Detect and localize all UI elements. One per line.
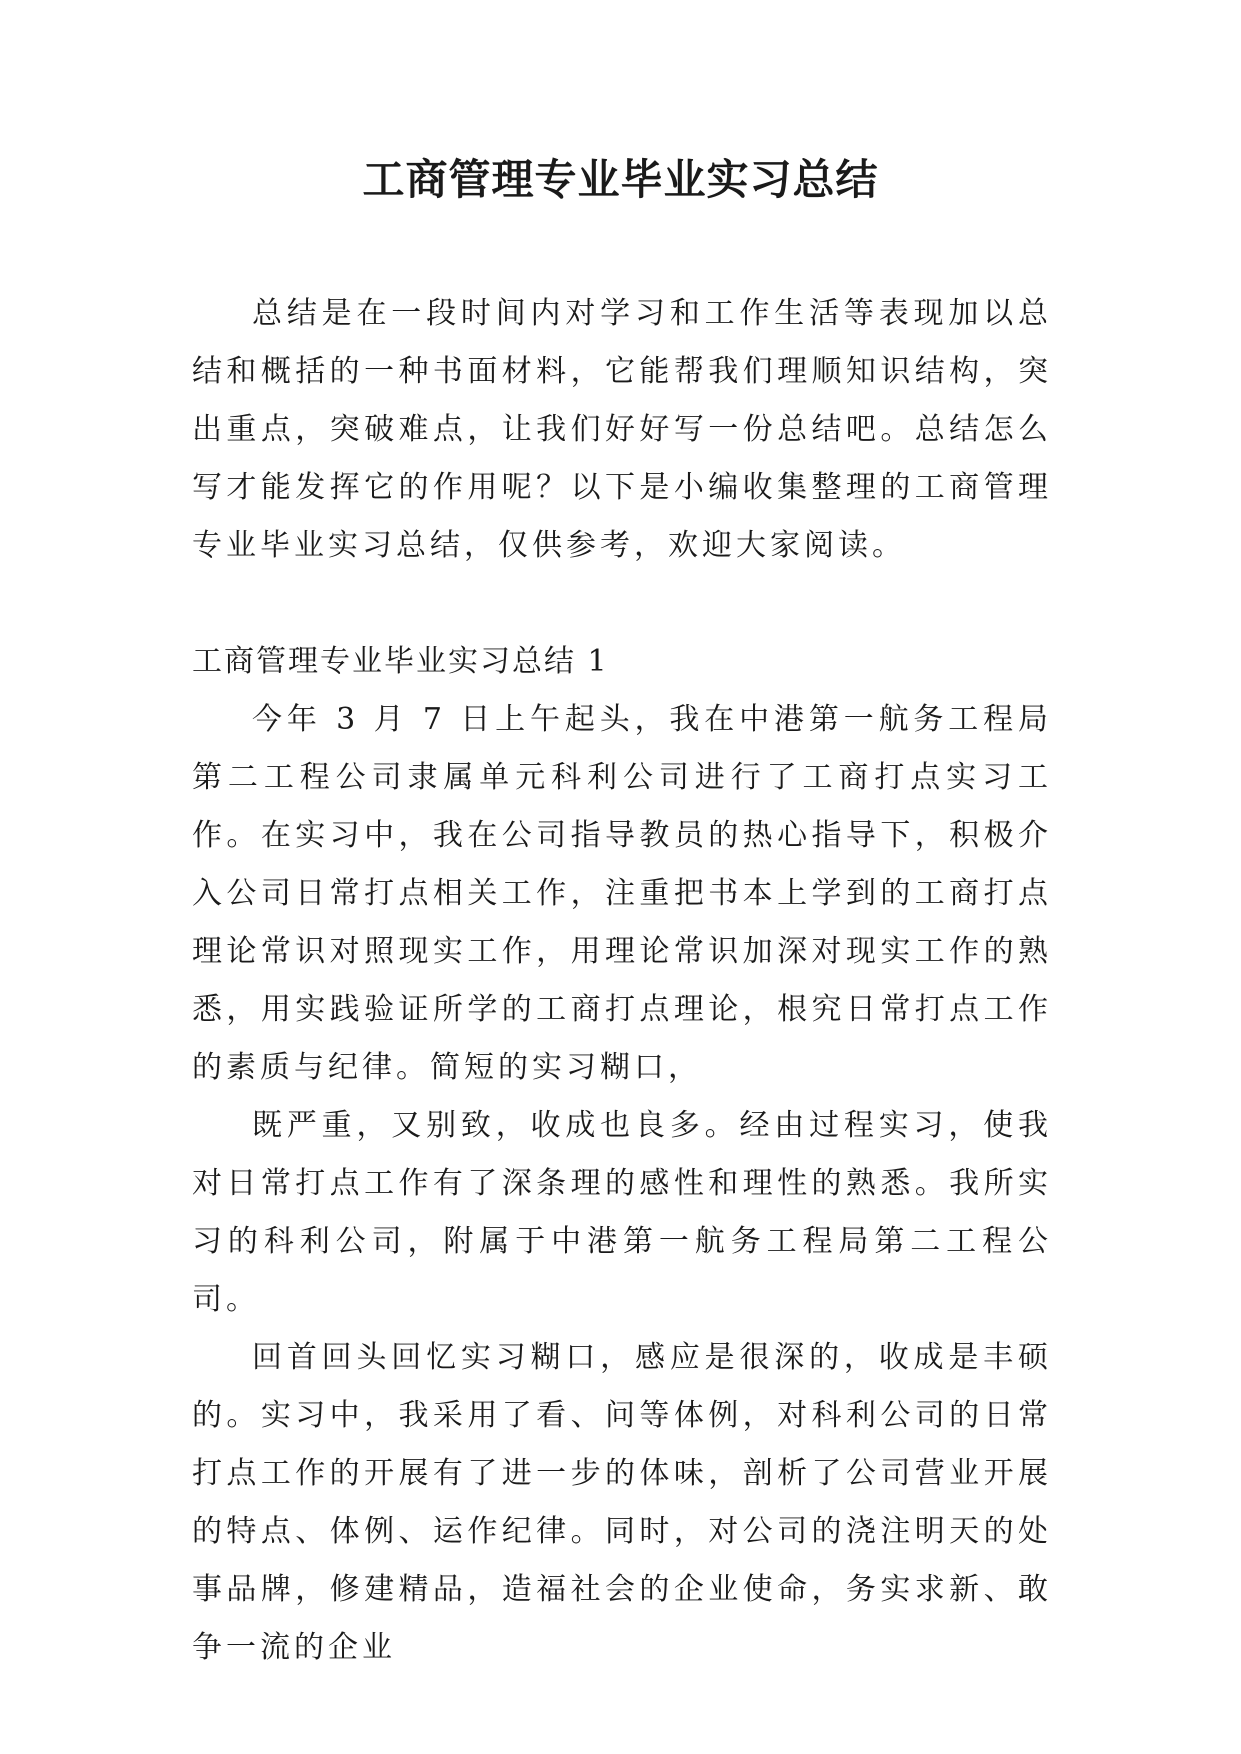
- body-paragraph: 既严重，又别致，收成也良多。经由过程实习，使我对日常打点工作有了深条理的感性和理性的熟悉。我所实习的科利公司，附属于中港第一航务工程局第二工程公司。: [192, 1108, 1052, 1317]
- page-title: 工商管理专业毕业实习总结: [362, 155, 879, 204]
- document-body: [192, 285, 1052, 1677]
- section-heading: 工商管理专业毕业实习总结 1: [192, 644, 609, 679]
- body-paragraph: 回首回头回忆实习糊口，感应是很深的，收成是丰硕的。实习中，我采用了看、问等体例，对科利公司的日常打点工作的开展有了进一步的体味，剖析了公司营业开展的特点、体例、运作纪律。同时，对公司的浇注明天的处事品牌，修建精品，造福社会的企业使命，务实求新、敢争一流的企业: [192, 1340, 1052, 1665]
- body-paragraph: 今年 3 月 7 日上午起头，我在中港第一航务工程局第二工程公司隶属单元科利公司进行了工商打点实习工作。在实习中，我在公司指导教员的热心指导下，积极介入公司日常打点相关工作，注重把书本上学到的工商打点理论常识对照现实工作，用理论常识加深对现实工作的熟悉，用实践验证所学的工商打点理论，根究日常打点工作的素质与纪律。简短的实习糊口，: [192, 702, 1052, 1085]
- intro-paragraph: 总结是在一段时间内对学习和工作生活等表现加以总结和概括的一种书面材料，它能帮我们理顺知识结构，突出重点，突破难点，让我们好好写一份总结吧。总结怎么写才能发挥它的作用呢？以下是小编收集整理的工商管理专业毕业实习总结，仅供参考，欢迎大家阅读。: [192, 296, 1052, 563]
